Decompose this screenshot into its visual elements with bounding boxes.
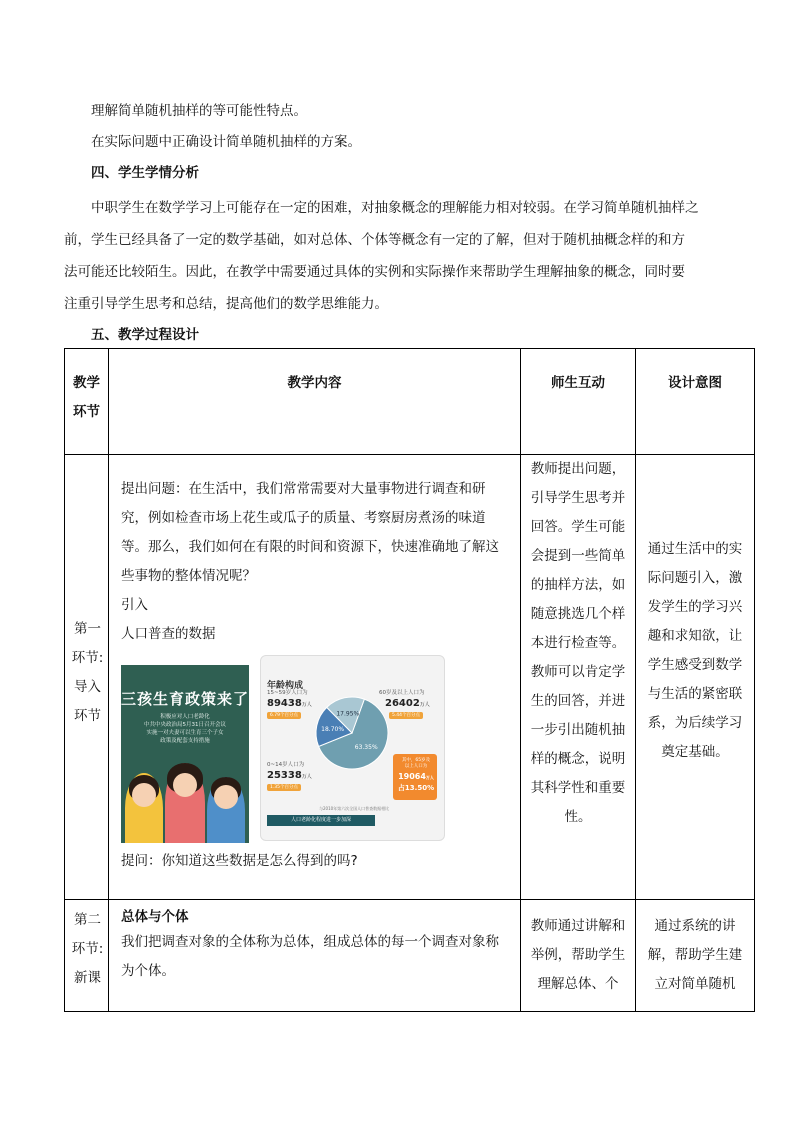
stage-label-1: 第一环节:导入环节 (71, 621, 104, 724)
child-illustration (165, 763, 205, 843)
group3-change: 1.35个百分点 (267, 784, 301, 791)
table-row (65, 455, 755, 900)
concept-text: 我们把调查对象的全体称为总体，组成总体的每一个调查对象称为个体。 (121, 934, 499, 979)
interaction-text-2: 教师通过讲解和举例，帮助学生理解总体、个 (530, 918, 626, 992)
question-text: 提出问题：在生活中，我们常常需要对大量事物进行调查和研究，例如检查市场上花生或瓜子的质量、考察厨房煮汤的味道等。那么，我们如何在有限的时间和资源下，快速准确地了解这些事物的整体情况呢？ (121, 481, 499, 584)
infographic-title: 年龄构成 (267, 681, 304, 691)
section5-heading: 五、教学过程设计 (91, 327, 199, 343)
census-label: 人口普查的数据 (121, 626, 216, 642)
poster-sub-3: 实施一对夫妻可以生育三个子女 (146, 730, 224, 736)
pie-slice-label: 63.35% (354, 743, 378, 751)
content-cell-1 (109, 455, 521, 900)
group2-value: 26402万人 (385, 698, 430, 709)
stage-cell-2 (65, 900, 109, 1012)
group2-change: 5.44个百分点 (389, 712, 423, 719)
intent-cell-1 (636, 455, 755, 900)
census-question: 提问：你知道这些数据是怎么得到的吗? (121, 853, 358, 869)
analysis-line-4: 注重引导学生思考和总结，提高他们的数学思维能力。 (64, 296, 388, 312)
analysis-line-2: 前，学生已经具备了一定的数学基础，如对总体、个体等概念有一定的了解，但对于随机抽概念样的和方 (64, 232, 685, 248)
interaction-text-1: 教师提出问题，引导学生思考并回答。学生可能会提到一些简单的抽样方法，如随意挑选几个样本进行检查等。教师可以肯定学生的回答，并进一步引出随机抽样的概念，说明其科学性和重要性。 (530, 461, 626, 825)
pie-slice-label: 18.70% (321, 725, 345, 733)
content-cell-2 (109, 900, 521, 1012)
elderly-65-box: 其中，65岁及 以上人口为 19064万人 占13.50% (393, 754, 437, 800)
header-content: 教学内容 (109, 349, 521, 455)
group1-label: 15~59岁人口为 (267, 690, 308, 696)
table-header-row (65, 349, 755, 455)
aging-banner: 人口老龄化程度进一步加深 (267, 815, 375, 826)
data-source-note: 与2010年第六次全国人口普查数据相比 (319, 806, 390, 811)
lesson-table (64, 348, 755, 1012)
census-figure (121, 655, 446, 843)
group3-label: 0~14岁人口为 (267, 762, 305, 768)
age-pie-chart (313, 694, 391, 772)
intent-text-2: 通过系统的讲解，帮助学生建立对简单随机 (647, 918, 743, 992)
goal-line-2: 在实际问题中正确设计简单随机抽样的方案。 (91, 134, 361, 150)
header-interaction: 师生互动 (521, 349, 636, 455)
poster-title: 三孩生育政策来了 (121, 690, 249, 708)
poster-sub-1: 积极应对人口老龄化 (160, 714, 210, 720)
poster-sub-2: 中共中央政治局5月31日召开会议 (144, 722, 226, 728)
stage-cell-1 (65, 455, 109, 900)
group3-value: 25338万人 (267, 770, 312, 781)
intent-text-1: 通过生活中的实际问题引入，激发学生的学习兴趣和求知欲，让学生感受到数学与生活的紧密联系，为后续学习奠定基础。 (647, 541, 743, 760)
child-illustration (207, 777, 245, 843)
poster-sub-4: 政策及配套支持措施 (160, 738, 210, 744)
pie-slice-label: 17.95% (336, 710, 360, 718)
intent-cell-2 (636, 900, 755, 1012)
concept-heading: 总体与个体 (121, 909, 189, 925)
goal-line-1: 理解简单随机抽样的等可能性特点。 (91, 103, 307, 119)
group1-value: 89438万人 (267, 698, 312, 709)
table-row (65, 900, 755, 1012)
stage-label-2: 第二环节:新课 (71, 912, 104, 986)
analysis-line-1: 中职学生在数学学习上可能存在一定的困难，对抽象概念的理解能力相对较弱。在学习简单随机抽样之 (91, 200, 699, 216)
interaction-cell-2 (521, 900, 636, 1012)
child-illustration (125, 773, 163, 843)
policy-poster (121, 665, 249, 843)
analysis-line-3: 法可能还比较陌生。因此，在教学中需要通过具体的实例和实际操作来帮助学生理解抽象的概念，同时要 (64, 264, 685, 280)
age-structure-infographic (260, 655, 445, 841)
interaction-cell-1 (521, 455, 636, 900)
group1-change: 6.79个百分点 (267, 712, 301, 719)
header-stage: 教学环节 (65, 349, 109, 455)
section4-heading: 四、学生学情分析 (91, 165, 199, 181)
group2-label: 60岁及以上人口为 (379, 690, 425, 696)
header-intent: 设计意图 (636, 349, 755, 455)
intro-label: 引入 (121, 597, 148, 613)
